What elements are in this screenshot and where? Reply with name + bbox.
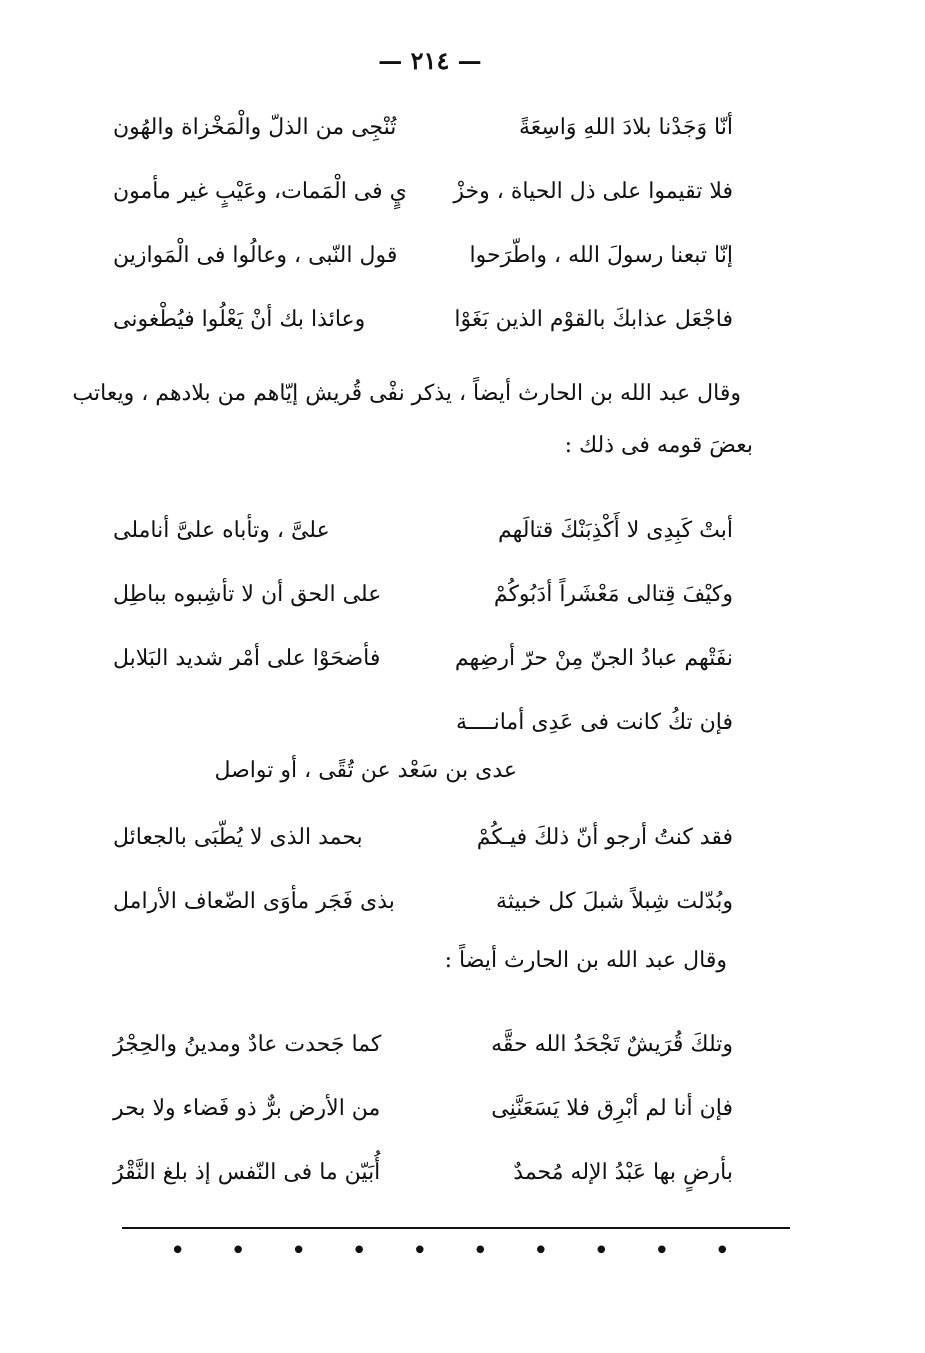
section-intro: وقال عبد الله بن الحارث أيضاً : [444, 948, 727, 973]
hemistich-second: تُنْجِى من الذلّ والْمَخْزاة والهُون [113, 114, 397, 140]
hemistich-second: كما جَحدت عادٌ ومدينُ والحِجْرُ [113, 1031, 382, 1057]
dot: • [351, 1236, 367, 1266]
footer-dots [170, 1236, 730, 1266]
hemistich-second: بحمد الذى لا يُطّبَى بالجعائل [113, 824, 363, 850]
poem-block-2 [113, 498, 733, 754]
verse-line [113, 805, 733, 869]
prose-paragraph [72, 368, 753, 472]
hemistich-first: وتلكَ قُرَيشٌ تَجْحَدُ الله حقَّه [491, 1031, 733, 1057]
dot: • [533, 1236, 549, 1266]
verse-line [113, 1076, 733, 1140]
verse-line [113, 869, 733, 933]
hemistich-first: أنّا وَجَدْنا بلادَ اللهِ وَاسِعَةً [518, 114, 733, 140]
hemistich-first: وبُدّلت شِبلاً شبلَ كل خبيثة [496, 888, 733, 914]
hemistich-first: أبتْ كَبِدِى لا أَكْذِبَنْكَ قتالَهم [497, 517, 733, 543]
verse-line [113, 562, 733, 626]
page-number: — ٢١٤ — [378, 46, 482, 75]
verse-line [113, 498, 733, 562]
hemistich-first: إنّا تبعنا رسولَ الله ، واطّرَحوا [469, 242, 733, 268]
dot: • [291, 1236, 307, 1266]
dot: • [593, 1236, 609, 1266]
hemistich-second: يٍ فى الْمَمات، وعَيْبٍ غير مأمون [113, 178, 407, 204]
hemistich-first: فاجْعَل عذابكَ بالقوْم الذين بَغَوْا [454, 306, 733, 332]
hemistich-first: نفَتْهم عبادُ الجنّ مِنْ حرّ أرضِهم [454, 645, 733, 671]
hemistich-first: بأرضٍ بها عَبْدُ الإله مُحمدٌ [513, 1159, 733, 1185]
hemistich-first: فإن أنا لم أبْرِق فلا يَسَعَنَّنِى [491, 1095, 733, 1121]
verse-line [113, 1012, 733, 1076]
dot: • [714, 1236, 730, 1266]
hemistich-second: علىَّ ، وتأباه علىَّ أناملى [113, 517, 330, 543]
hemistich-second: فأضحَوْا على أمْر شديد البَلابل [113, 645, 381, 671]
hemistich-second: قول النّبى ، وعالُوا فى الْمَوازين [113, 242, 398, 268]
hemistich-second: من الأرض برٌّ ذو فَضاء ولا بحر [113, 1095, 381, 1121]
verse-line [113, 1140, 733, 1204]
hemistich-first: فقد كنتُ أرجو أنّ ذلكَ فيـكُمْ [476, 824, 733, 850]
verse-line [113, 287, 733, 351]
hemistich-second: بذى فَجَر مأوَى الضّعاف الأرامل [113, 888, 395, 914]
hemistich-second: وعائذا بك أنْ يَعْلُوا فيُطْغونى [113, 306, 366, 332]
hemistich-first: فلا تقيموا على ذل الحياة ، وخزْ [453, 178, 733, 204]
dot: • [230, 1236, 246, 1266]
prose-line: بعضَ قومه فى ذلك : [564, 433, 753, 458]
verse-line [113, 159, 733, 223]
dot: • [472, 1236, 488, 1266]
hemistich-first: وكيْفَ قِتالى مَعْشَراً أدَبُوكُمْ [493, 581, 733, 607]
dot: • [654, 1236, 670, 1266]
verse-line [113, 690, 733, 754]
dot: • [412, 1236, 428, 1266]
continuation-line: عدى بن سَعْد عن تُقًى ، أو تواصل [214, 758, 517, 783]
dot: • [170, 1236, 186, 1266]
poem-block-4 [113, 1012, 733, 1204]
verse-line [113, 223, 733, 287]
prose-line: وقال عبد الله بن الحارث أيضاً ، يذكر نفْى قُريش إيّاهم من بلادهم ، ويعاتب [72, 381, 741, 406]
poem-block-3 [113, 805, 733, 933]
verse-line [113, 626, 733, 690]
footer-rule [122, 1227, 790, 1229]
hemistich-second: على الحق أن لا تأشِبوه بباطِل [113, 581, 382, 607]
verse-line [113, 95, 733, 159]
poem-block-1 [113, 95, 733, 351]
hemistich-second: أُبَيّن ما فى النّفس إذ بلغ النَّقْرُ [113, 1159, 381, 1185]
hemistich-first: فإن تكُ كانت فى عَدِى أمانــــة [456, 709, 733, 735]
